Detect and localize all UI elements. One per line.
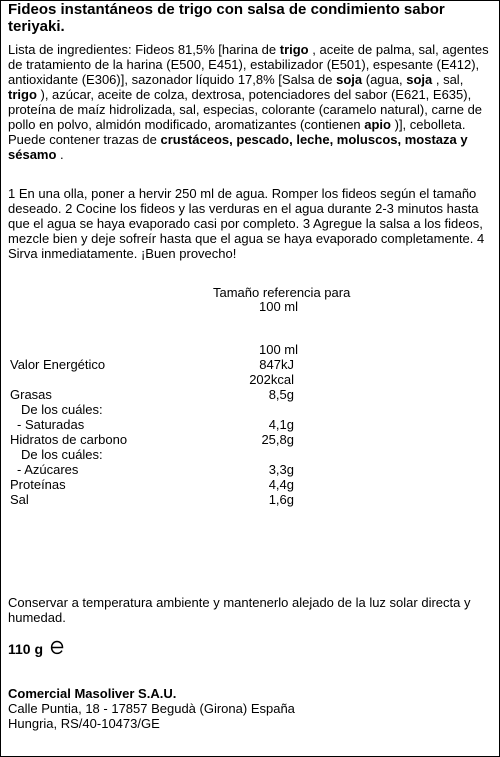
allergen-wheat: trigo: [8, 87, 37, 102]
estimated-sign-icon: [49, 638, 65, 659]
ingredients-text: Lista de ingredientes: Fideos 81,5% [harina de: [8, 42, 280, 57]
product-title: Fideos instantáneos de trigo con salsa de condimiento sabor teriyaki.: [8, 1, 445, 35]
ingredients-text: ), azúcar, aceite de colza, dextrosa, potenciadores del sabor (E621, E635), proteína de maíz hidrolizada, sal, especias, colorante (caramelo natural), carne de pollo en polvo, almidón modificado, aromatizantes (contienen: [8, 87, 483, 132]
preparation-instructions: 1 En una olla, poner a hervir 250 ml de agua. Romper los fideos según el tamaño deseado. 2 Cocine los fideos y las verduras en el agua durante 2-3 minutos hasta que el agua se haya evaporado casi por completo. 3 Agregue la salsa a los fideos, mezcle bien y deje sofreír hasta que el agua se haya evaporado completamente. 4 Sirva inmediatamente. ¡Buen provecho!: [8, 186, 485, 261]
nutrition-row: [1, 492, 500, 507]
nutrition-row: [1, 462, 500, 477]
nutrient-label: Sal: [10, 492, 29, 507]
nutrient-label: De los cuáles:: [21, 447, 103, 462]
nutrition-reference-quantity: 100 ml: [259, 299, 299, 314]
nutrient-value: 25,8g: [261, 432, 294, 447]
nutrient-label: Grasas: [10, 387, 52, 402]
nutrient-value: 4,1g: [268, 417, 294, 432]
nutrition-row: [1, 387, 500, 402]
nutrition-row: [1, 432, 500, 447]
nutrient-value: 1,6g: [268, 492, 294, 507]
ingredients-text: )], cebolleta. Puede contener trazas de: [8, 117, 466, 147]
ingredients-text: .: [56, 147, 64, 162]
net-weight: 110 g: [8, 641, 44, 657]
nutrient-label: Hidratos de carbono: [10, 432, 128, 447]
allergen-traces: crustáceos, pescado, leche, moluscos, mostaza y sésamo: [8, 132, 468, 162]
company-registry: Hungria, RS/40-10473/GE: [8, 716, 160, 731]
nutrition-row: [1, 477, 500, 492]
storage-instructions: Conservar a temperatura ambiente y mantenerlo alejado de la luz solar directa y humedad.: [8, 595, 471, 625]
nutrition-row: [1, 357, 500, 372]
nutrient-label: Valor Energético: [10, 357, 106, 372]
company-name: Comercial Masoliver S.A.U.: [8, 686, 177, 701]
nutrient-label: De los cuáles:: [21, 402, 103, 417]
nutrition-row: [1, 417, 500, 432]
nutrient-value: 847kJ: [259, 357, 294, 372]
ingredients-text: , sal,: [432, 72, 464, 87]
company-address: Calle Puntia, 18 - 17857 Begudà (Girona) España: [8, 701, 295, 716]
nutrient-value: 4,4g: [268, 477, 294, 492]
nutrition-row: [1, 372, 500, 387]
nutrient-label: - Saturadas: [17, 417, 85, 432]
nutrition-row: [1, 402, 500, 417]
nutrient-value: 202kcal: [249, 372, 294, 387]
company-info: [8, 686, 494, 731]
allergen-soy: soja: [336, 72, 363, 87]
ingredients-text: , aceite de palma, sal, agentes de tratamiento de la harina (E500, E451), estabilizador (E501), espesante (E412), antioxidante (E306)], sazonador líquido 17,8% [Salsa de: [8, 42, 489, 87]
nutrient-label: Proteínas: [10, 477, 66, 492]
allergen-wheat: trigo: [279, 42, 309, 57]
allergen-celery: apio: [364, 117, 391, 132]
nutrient-value: 8,5g: [268, 387, 294, 402]
nutrient-value: 3,3g: [268, 462, 294, 477]
ingredients-list: [8, 42, 494, 162]
ingredients-text: (agua,: [362, 72, 407, 87]
nutrition-reference-label: Tamaño referencia para: [213, 285, 351, 300]
nutrient-label: - Azúcares: [17, 462, 79, 477]
allergen-soy: soja: [406, 72, 433, 87]
nutrition-column-header: 100 ml: [259, 342, 299, 357]
nutrition-row: [1, 447, 500, 462]
